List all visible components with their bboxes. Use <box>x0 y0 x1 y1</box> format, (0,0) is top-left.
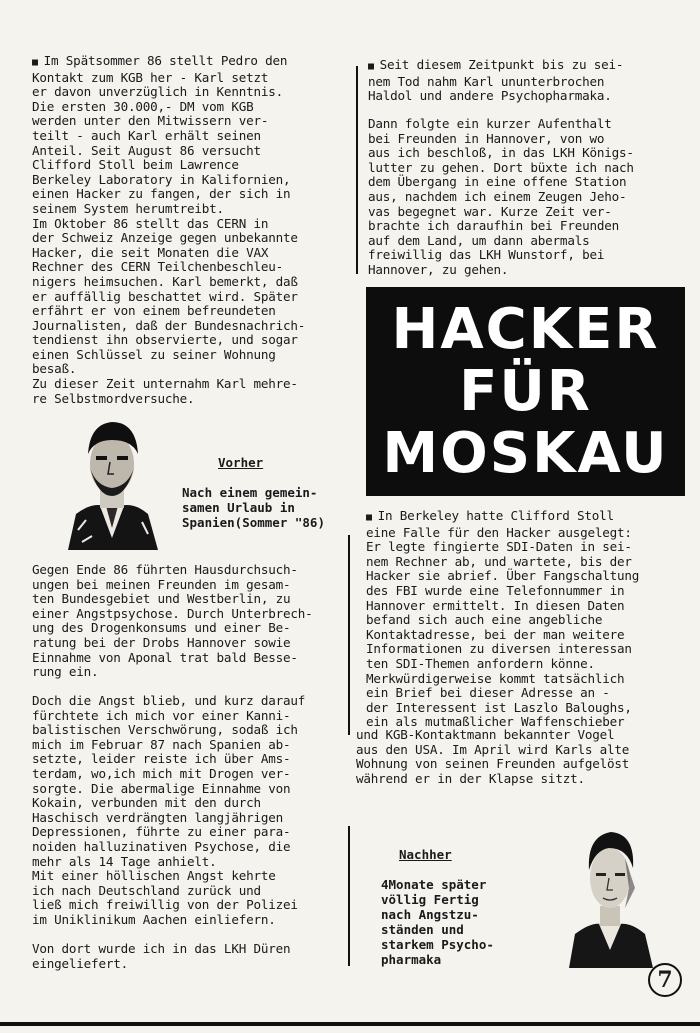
portrait-after <box>565 818 655 968</box>
caption-before-text: Nach einem gemein- samen Urlaub in Spanien(Sommer "86) <box>182 485 325 530</box>
headline-line-2: FÜR <box>459 358 592 424</box>
left-article-para-4: Von dort wurde ich in das LKH Düren eingeliefert. <box>32 941 291 971</box>
column-rule-lower <box>348 535 350 735</box>
headline-line-1: HACKER <box>391 296 660 362</box>
headline-block <box>366 287 685 496</box>
right-article-para-2: Dann folgte ein kurzer Aufenthalt bei Freunden in Hannover, von wo aus ich beschloß, in das LKH Königs- lutter zu gehen. Dort büxte ich nach dem Übergang in eine offene Station aus, nachdem ich einem Zeugen Jeho- vas begegnet war. Kurze Zeit ver- brachte ich daraufhin bei Freunden auf dem Land, um dann abermals freiwillig das LKH Wunstorf, bei Hannover, zu gehen. <box>368 116 634 277</box>
caption-after <box>381 832 531 982</box>
column-rule-bottom <box>348 826 350 966</box>
portrait-before <box>62 410 162 550</box>
left-article-para-2: Gegen Ende 86 führten Hausdurchsuch- ungen bei meinen Freunden im gesam- ten Bundesgebiet und Westberlin, zu einer Angstpsychose. Durch Unterbrech- ung des Drogenkonsums und einer Be- ratung bei der Drobs Hannover sowie Einnahme von Aponal trat bald Besse- rung ein. <box>32 562 313 680</box>
right-article-para-1: ■ Seit diesem Zeitpunkt bis zu sei- nem Tod nahm Karl ununterbrochen Haldol und andere Psychopharmaka. <box>368 58 688 104</box>
headline-line-3: MOSKAU <box>382 420 669 486</box>
right-article-para-3: ■ In Berkeley hatte Clifford Stoll eine Falle für den Hacker ausgelegt: Er legte fingierte SDI-Daten in sei- nem Rechner ab, und wartete, bis der Hacker sie abrief. Über Fangschaltung des FBI wurde eine Telefonnummer in Hannover ermittelt. In diesen Daten befand sich auch eine angebliche Kontaktadresse, bei der man weitere Informationen zu diversen interessan ten SDI-Themen anfordern könne. Merkwürdigerweise kommt tatsächlich ein Brief bei dieser Adresse an - der Interessent ist Laszlo Baloughs, ein als mutmaßlicher Waffenschieber <box>366 509 688 730</box>
caption-after-text: 4Monate später völlig Fertig nach Angstzu- ständen und starkem Psycho- pharmaka <box>381 877 494 967</box>
right-article-para-3-continued: und KGB-Kontaktmann bekannter Vogel aus den USA. Im April wird Karls alte Wohnung von seinen Freunden aufgelöst während er in der Klapse sitzt. <box>356 727 630 786</box>
caption-before <box>182 440 357 545</box>
left-article-para-1: ■ Im Spätsommer 86 stellt Pedro den Kontakt zum KGB her - Karl setzt er davon unverzüglich in Kenntnis. Die ersten 30.000,- DM vom KGB werden unter den Mitwissern ver- teilt - auch Karl erhält seinen Anteil. Seit August 86 versucht Clifford Stoll beim Lawrence Berkeley Laboratory in Kalifornien, einen Hacker zu fangen, der sich in seinem System herumtreibt. Im Oktober 86 stellt das CERN in der Schweiz Anzeige gegen unbekannte Hacker, die seit Monaten die VAX Rechner des CERN Teilchenbeschleu- nigers heimsuchen. Karl bemerkt, daß er auffällig beschattet wird. Später erfährt er von einem befreundeten Journalisten, daß der Bundesnachrich- tendienst ihn observierte, und sogar einen Schlüssel zu seiner Wohnung besaß. Zu dieser Zeit unternahm Karl mehre- re Selbstmordversuche. <box>32 54 352 406</box>
caption-after-heading: Nachher <box>399 847 452 862</box>
bottom-border <box>0 1022 700 1026</box>
column-rule-upper <box>356 66 358 274</box>
caption-before-heading: Vorher <box>218 455 264 470</box>
page-number: 7 <box>648 963 682 997</box>
left-article-para-3: Doch die Angst blieb, und kurz darauf fürchtete ich mich vor einer Kanni- balistischen Verschwörung, sodaß ich mich im Februar 87 nach Spanien ab- setzte, leider reiste ich über Ams- terdam, wo,ich mich mit Drogen ver- sorgte. Die abermalige Einnahme von Kokain, verbunden mit den durch Haschisch verdrängten langjährigen Depressionen, führte zu einer para- noiden halluzinativen Psychose, die mehr als 14 Tage anhielt. Mit einer höllischen Angst kehrte ich nach Deutschland zurück und ließ mich freiwillig von der Polizei im Uniklinikum Aachen einliefern. <box>32 693 306 927</box>
